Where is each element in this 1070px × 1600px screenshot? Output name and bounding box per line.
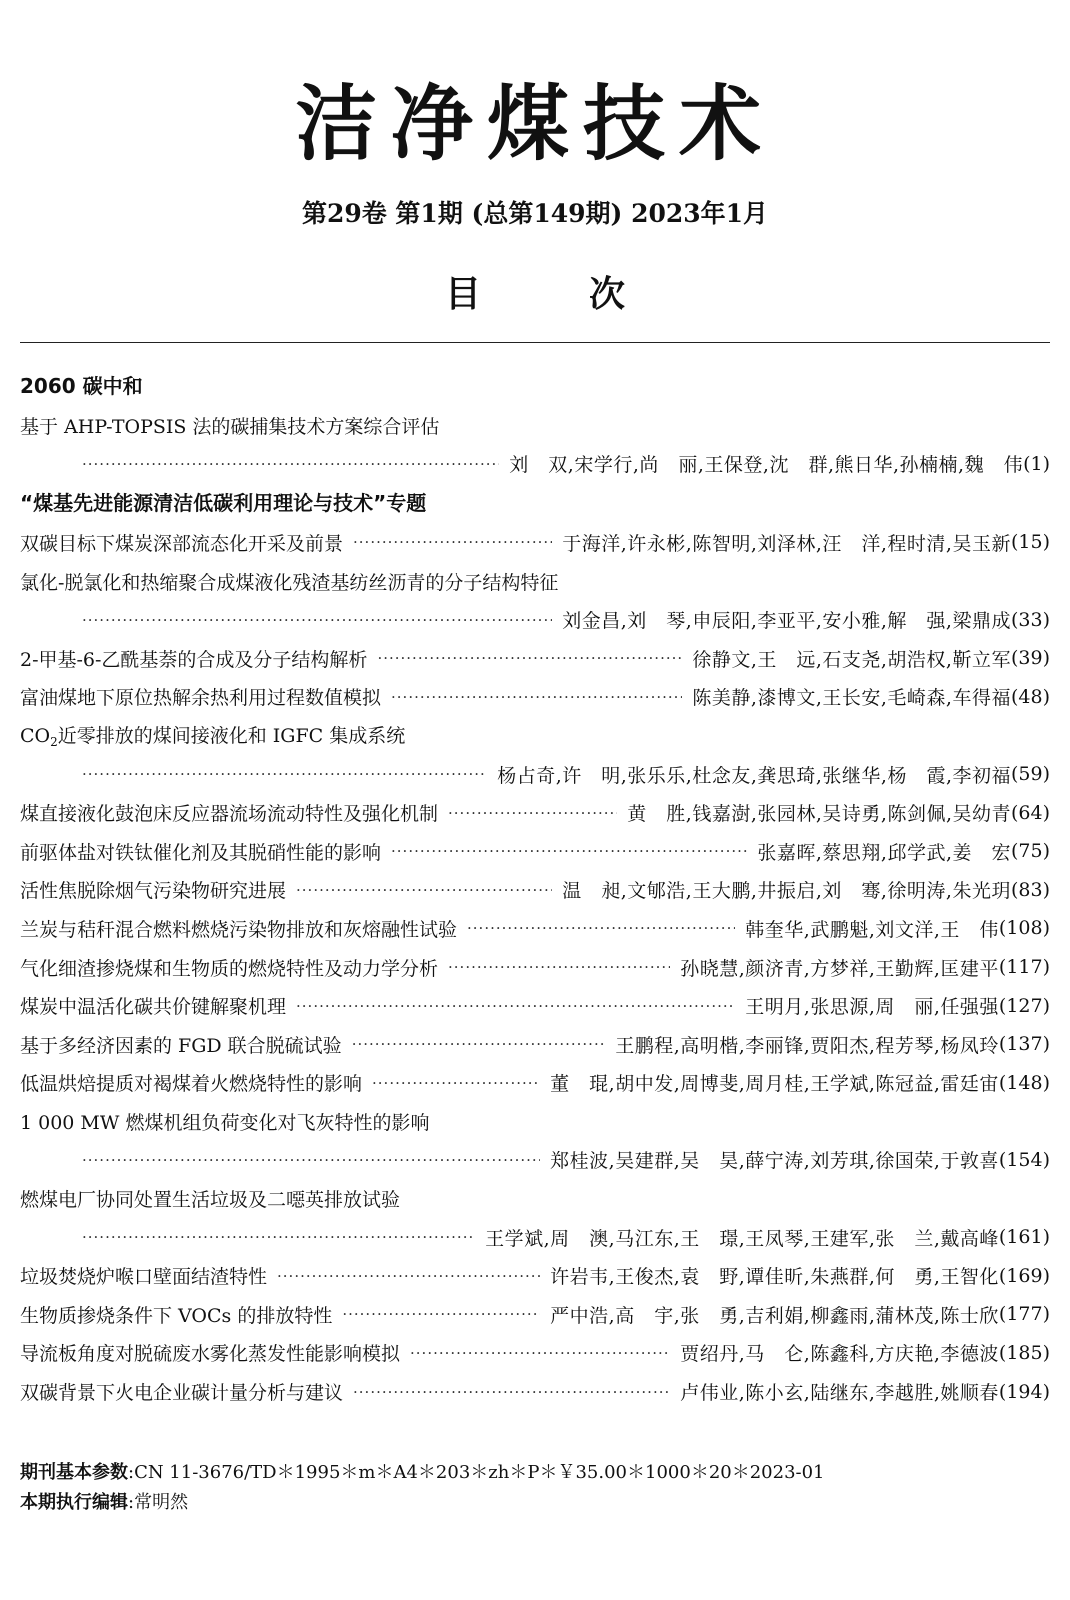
issue-line: 第29卷 第1期 (总第149期) 2023年1月 [301, 199, 769, 228]
entry-page: (33) [1010, 608, 1050, 631]
toc-entry[interactable] [20, 871, 1050, 910]
leader-dots [410, 1344, 670, 1362]
entry-page: (117) [998, 956, 1050, 979]
toc-title-right: 次 [589, 274, 626, 315]
toc-entry[interactable] [20, 523, 1050, 562]
toc-entry[interactable] [20, 1372, 1050, 1411]
toc-entry-authors-line[interactable] [20, 600, 1050, 639]
entry-authors: 刘 双,宋学行,尚 丽,王保登,沈 群,熊日华,孙楠楠,魏 伟 [509, 454, 1024, 477]
entry-page: (137) [998, 1033, 1050, 1056]
entry-authors: 严中浩,高 宇,张 勇,吉利娟,柳鑫雨,蒲林茂,陈士欣 [550, 1304, 999, 1327]
entry-page: (185) [998, 1341, 1050, 1364]
toc-entry-title-line[interactable] [20, 406, 1050, 445]
toc-entry-title-line[interactable] [20, 716, 1050, 755]
toc-entry[interactable] [20, 986, 1050, 1025]
entry-authors: 董 琨,胡中发,周博斐,周月桂,王学斌,陈冠益,雷廷宙 [550, 1073, 999, 1096]
entry-page: (75) [1010, 840, 1050, 863]
editor-label: 本期执行编辑 [20, 1492, 128, 1513]
editor-value: :常明然 [128, 1492, 189, 1513]
entry-authors: 温 昶,文郇浩,王大鹏,井振启,刘 骞,徐明涛,朱光玥 [562, 880, 1011, 903]
section-heading: “煤基先进能源清洁低碳利用理论与技术”专题 [20, 491, 427, 516]
entry-title: 活性焦脱除烟气污染物研究进展 [20, 880, 287, 903]
entry-page: (15) [1010, 531, 1050, 554]
leader-dots [82, 1228, 475, 1246]
entry-page: (161) [998, 1226, 1050, 1249]
entry-title: 基于多经济因素的 FGD 联合脱硫试验 [20, 1034, 342, 1057]
toc-entry[interactable] [20, 832, 1050, 871]
leader-dots [391, 688, 682, 706]
entry-authors: 杨占奇,许 明,张乐乐,杜念友,龚思琦,张继华,杨 霞,李初福 [497, 764, 1011, 787]
entry-title: 生物质掺烧条件下 VOCs 的排放特性 [20, 1304, 333, 1327]
entry-title: 低温烘焙提质对褐煤着火燃烧特性的影响 [20, 1073, 363, 1096]
toc-entry-authors-line[interactable] [20, 445, 1050, 484]
entry-title: 煤直接液化鼓泡床反应器流场流动特性及强化机制 [20, 803, 439, 826]
entry-authors: 郑桂波,吴建群,吴 昊,薛宁涛,刘芳琪,徐国荣,于敦喜 [550, 1150, 999, 1173]
entry-authors: 韩奎华,武鹏魁,刘文洋,王 伟 [745, 918, 999, 941]
journal-masthead: 洁净煤技术 [294, 76, 775, 172]
toc-title-left: 目 [444, 274, 481, 315]
entry-authors: 王明月,张思源,周 丽,任强强 [745, 996, 999, 1019]
entry-page: (127) [998, 994, 1050, 1017]
entry-title: 燃煤电厂协同处置生活垃圾及二噁英排放试验 [20, 1189, 401, 1212]
entry-title: 导流板角度对脱硫废水雾化蒸发性能影响模拟 [20, 1343, 401, 1366]
entry-authors: 张嘉晖,蔡思翔,邱学武,姜 宏 [757, 841, 1011, 864]
section-heading: 2060 碳中和 [20, 374, 143, 398]
leader-dots [296, 997, 735, 1015]
leader-dots [353, 1383, 670, 1401]
leader-dots [448, 804, 617, 822]
leader-dots [82, 455, 499, 473]
toc-entry[interactable] [20, 793, 1050, 832]
entry-title: 兰炭与秸秆混合燃料燃烧污染物排放和灰熔融性试验 [20, 918, 458, 941]
table-of-contents [20, 366, 1050, 1411]
toc-entry-authors-line[interactable] [20, 1218, 1050, 1257]
entry-page: (177) [998, 1303, 1050, 1326]
leader-dots [277, 1267, 540, 1285]
entry-authors: 黄 胜,钱嘉澍,张园林,吴诗勇,陈剑佩,吴幼青 [627, 803, 1011, 826]
journal-parameters [20, 1458, 1050, 1518]
entry-authors: 王学斌,周 澳,马江东,王 璟,王凤琴,王建军,张 兰,戴高峰 [485, 1227, 999, 1250]
toc-title [0, 270, 1070, 320]
params-value: :CN 11-3676/TD＊1995＊m＊A4＊203＊zh＊P＊￥35.00＊1000＊20＊2023-01 [128, 1462, 825, 1483]
entry-authors: 卢伟业,陈小玄,陆继东,李越胜,姚顺春 [680, 1382, 999, 1405]
entry-title: 气化细渣掺烧煤和生物质的燃烧特性及动力学分析 [20, 957, 439, 980]
entry-authors: 王鹏程,高明楷,李丽锋,贾阳杰,程芳琴,杨凤玲 [615, 1034, 999, 1057]
entry-authors: 于海洋,许永彬,陈智明,刘泽林,汪 洋,程时清,吴玉新 [562, 532, 1011, 555]
entry-title-post: 近零排放的煤间接液化和 IGFC 集成系统 [57, 725, 406, 748]
toc-entry[interactable] [20, 909, 1050, 948]
leader-dots [448, 958, 670, 976]
entry-title: 基于 AHP-TOPSIS 法的碳捕集技术方案综合评估 [20, 415, 440, 438]
entry-authors: 孙晓慧,颜济青,方梦祥,王勤辉,匡建平 [680, 957, 999, 980]
toc-entry-title-line[interactable] [20, 1179, 1050, 1218]
toc-entry[interactable] [20, 678, 1050, 717]
entry-authors: 徐静文,王 远,石支尧,胡浩权,靳立军 [692, 648, 1011, 671]
entry-page: (83) [1010, 878, 1050, 901]
entry-title-pre: CO [20, 725, 51, 748]
entry-page: (194) [998, 1380, 1050, 1403]
params-label: 期刊基本参数 [20, 1462, 128, 1483]
entry-title: 垃圾焚烧炉喉口壁面结渣特性 [20, 1266, 268, 1289]
leader-dots [296, 881, 552, 899]
entry-page: (39) [1010, 647, 1050, 670]
leader-dots [82, 765, 487, 783]
toc-entry[interactable] [20, 1256, 1050, 1295]
leader-dots [467, 919, 735, 937]
entry-page: (59) [1010, 763, 1050, 786]
toc-entry-title-line[interactable] [20, 1102, 1050, 1141]
leader-dots [377, 649, 682, 667]
leader-dots [82, 611, 552, 629]
entry-page: (1) [1023, 452, 1050, 475]
entry-page: (64) [1010, 801, 1050, 824]
leader-dots [352, 1035, 606, 1053]
entry-title [20, 721, 405, 749]
entry-page: (148) [998, 1071, 1050, 1094]
entry-title: 1 000 MW 燃煤机组负荷变化对飞灰特性的影响 [20, 1111, 430, 1134]
entry-page: (48) [1010, 685, 1050, 708]
toc-entry[interactable] [20, 948, 1050, 987]
entry-title: 煤炭中温活化碳共价键解聚机理 [20, 996, 287, 1019]
toc-entry[interactable] [20, 639, 1050, 678]
leader-dots [82, 1151, 540, 1169]
toc-entry-authors-line[interactable] [20, 755, 1050, 794]
entry-title: 双碳背景下火电企业碳计量分析与建议 [20, 1382, 344, 1405]
toc-entry[interactable] [20, 1334, 1050, 1373]
entry-page: (169) [998, 1264, 1050, 1287]
toc-entry-title-line[interactable] [20, 562, 1050, 601]
toc-entry[interactable] [20, 1064, 1050, 1103]
entry-authors: 贾绍丹,马 仑,陈鑫科,方庆艳,李德波 [680, 1343, 999, 1366]
entry-authors: 陈美静,漆博文,王长安,毛崎森,车得福 [692, 687, 1011, 710]
entry-authors: 刘金昌,刘 琴,申辰阳,李亚平,安小雅,解 强,梁鼎成 [562, 610, 1011, 633]
header-rule [20, 342, 1050, 343]
toc-entry-authors-line[interactable] [20, 1141, 1050, 1180]
entry-title: 双碳目标下煤炭深部流态化开采及前景 [20, 532, 344, 555]
entry-title: 前驱体盐对铁钛催化剂及其脱硝性能的影响 [20, 841, 382, 864]
toc-entry[interactable] [20, 1295, 1050, 1334]
entry-title-subscript: 2 [50, 735, 58, 750]
leader-dots [342, 1305, 540, 1323]
entry-title: 2-甲基-6-乙酰基萘的合成及分子结构解析 [20, 648, 368, 671]
toc-entry[interactable] [20, 1025, 1050, 1064]
entry-page: (108) [998, 917, 1050, 940]
entry-authors: 许岩韦,王俊杰,袁 野,谭佳昕,朱燕群,何 勇,王智化 [550, 1266, 999, 1289]
leader-dots [353, 533, 552, 551]
leader-dots [372, 1074, 540, 1092]
entry-title: 富油煤地下原位热解余热利用过程数值模拟 [20, 687, 382, 710]
entry-title: 氯化-脱氯化和热缩聚合成煤液化残渣基纺丝沥青的分子结构特征 [20, 571, 559, 594]
entry-page: (154) [998, 1148, 1050, 1171]
leader-dots [391, 842, 747, 860]
